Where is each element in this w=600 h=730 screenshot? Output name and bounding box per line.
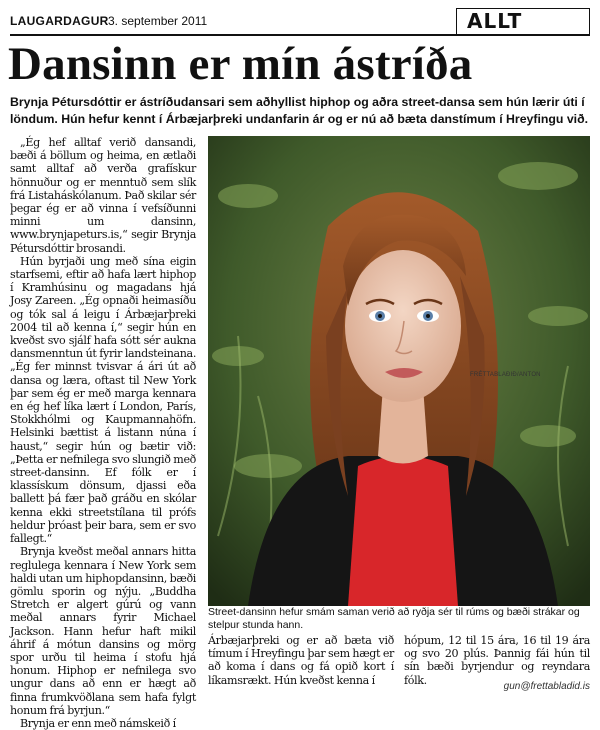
lede-paragraph: Brynja Pétursdóttir er ástríðudansari sem aðhyllist hiphop og aðra street-dansa sem hún lærir úti í löndum. Hún hefur kennt í Árbæjarþreki undanfarin ár og er nú að bæta danstímum í Hreyfingu við. — [10, 95, 589, 126]
paragraph: Hún byrjaði ung með sína eigin starfsemi, eftir að hafa lært hiphop í Kramhúsinu og magadans hjá Josy Zareen. „Ég opnaði heimasíðu og tók sal á leigu í Árbæjarþreki 2004 til að kenna í,“ segir hún en kveðst svo sjálf hafa sótt sér aukna dansmenntun út fyrir landsteinana. „Ég fer minnst tvisvar á ári út að dansa og læra, oftast til New York þar sem ég er með marga kennara en ég hef líka lært í London, París, Stokkhólmi og Kaupmannahöfn. Helsinki bættist á listann núna í haust,“ segir hún og bætir við: „Þetta er nefnilega svo slungið með street-dansinn. Ef fólk er í klassískum dönsum, djassi eða ballett þá fær það gráðu en skólar kenna ekki streetstílana til prófs heldur þróast þeir bara, sem er svo fallegt.“ — [10, 254, 196, 546]
portrait-photo — [208, 136, 590, 606]
issue-day: LAUGARDAGUR — [10, 14, 109, 28]
paragraph: Brynja kveðst meðal annars hitta reglulega kennara í New York sem haldi utan um hiphopdansinn, bæði gömlu sporin og nýju. „Buddha Stretch er algert gúrú og vann meðal annars fyrir Michael Jackson. Hann hefur haft mikil áhrif á mótun dansins og mörg spor urðu til heima í stofu hjá honum. Hiphop er nefnilega svo ungur dans að enn er hægt að finna frumkvöðlana sem hafa fylgt honum frá byrjun.“ — [10, 545, 196, 717]
issue-date: 3. september 2011 — [108, 14, 208, 28]
headline: Dansinn er mín ástríða — [8, 38, 473, 90]
portrait-illustration — [208, 136, 590, 606]
photo-caption: Street-dansinn hefur smám saman verið að ryðja sér til rúms og bæði strákar og stelpur stunda hann. — [208, 606, 580, 631]
photo-credit: FRÉTTABLAÐIÐ/ANTON — [470, 372, 541, 378]
paragraph: „Ég hef alltaf verið dansandi, bæði á böllum og heima, en ætlaði samt alltaf að verða grafískur hönnuður og er menntuð sem slík frá Listaháskólanum. Það skilar sér þegar ég er að vinna í vefsíðunni minni um dansinn, www.brynjapeturs.is,“ segir Brynja Pétursdóttir brosandi. — [10, 136, 196, 255]
page-header — [10, 8, 590, 36]
author-byline: gun@frettabladid.is — [503, 681, 590, 692]
paragraph: Brynja er enn með námskeið í — [20, 716, 176, 730]
section-label: ALLT — [456, 8, 590, 34]
paragraph: Árbæjarþreki og er að bæta við tímum í Hreyfingu þar sem hægt er að koma í dans og fá opið kort í líkamsrækt. Hún kveðst kenna í — [208, 634, 394, 687]
article-column-1 — [10, 136, 196, 730]
paragraph: hópum, 12 til 15 ára, 16 til 19 ára og svo 20 plús. Þannig fái hún til sín bæði byrjendur og reyndara fólk. — [404, 634, 590, 687]
article-column-2 — [208, 634, 394, 696]
